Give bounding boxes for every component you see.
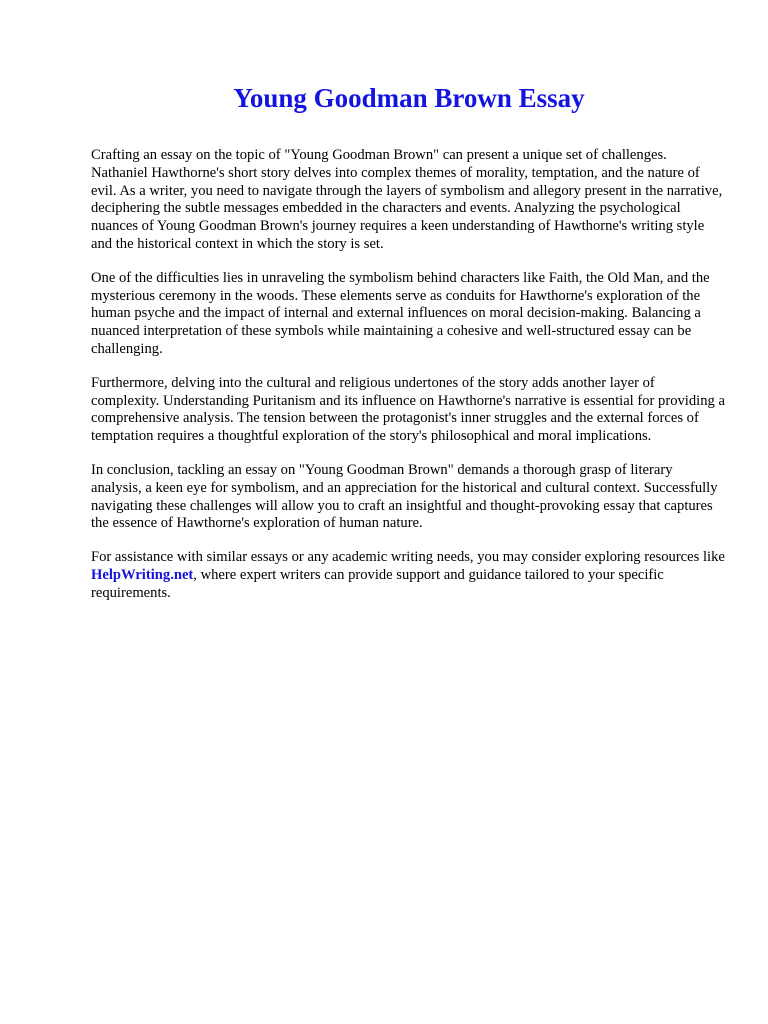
paragraph-cultural-context: Furthermore, delving into the cultural and religious undertones of the story adds another layer of complexity. Understanding Puritanism and its influence on Hawthorne's narrative is essential for providing a comprehensive analysis. The tension between the protagonist's inner struggles and the external forces of temptation requires a thoughtful exploration of the story's philosophical and moral implications. xyxy=(91,374,725,445)
paragraph-intro: Crafting an essay on the topic of "Young Goodman Brown" can present a unique set of challenges. Nathaniel Hawthorne's short story delves into complex themes of morality, temptation, and the nature of evil. As a writer, you need to navigate through the layers of symbolism and allegory present in the narrative, deciphering the subtle messages embedded in the characters and events. Analyzing the psychological nuances of Young Goodman Brown's journey requires a keen understanding of Hawthorne's writing style and the historical context in which the story is set. xyxy=(91,147,723,252)
document-body xyxy=(91,147,726,619)
closing-text-after-link: , where expert writers can provide support and guidance tailored to your specific requirements. xyxy=(91,566,664,601)
closing-text-before-link: For assistance with similar essays or any academic writing needs, you may consider exploring resources like xyxy=(91,549,725,566)
document-title: Young Goodman Brown Essay xyxy=(233,83,585,113)
helpwriting-link[interactable]: HelpWriting.net xyxy=(91,566,194,583)
paragraph-closing xyxy=(91,549,726,602)
paragraph-conclusion: In conclusion, tackling an essay on "Young Goodman Brown" demands a thorough grasp of literary analysis, a keen eye for symbolism, and an appreciation for the historical and cultural context. Successfully navigating these challenges will allow you to craft an insightful and thought-provoking essay that captures the essence of Hawthorne's exploration of human nature. xyxy=(91,461,718,532)
paragraph-symbolism: One of the difficulties lies in unraveling the symbolism behind characters like Faith, the Old Man, and the mysterious ceremony in the woods. These elements serve as conduits for Hawthorne's exploration of the human psyche and the impact of internal and external influences on moral decision-making. Balancing a nuanced interpretation of these symbols while maintaining a cohesive and well-structured essay can be challenging. xyxy=(91,269,710,357)
